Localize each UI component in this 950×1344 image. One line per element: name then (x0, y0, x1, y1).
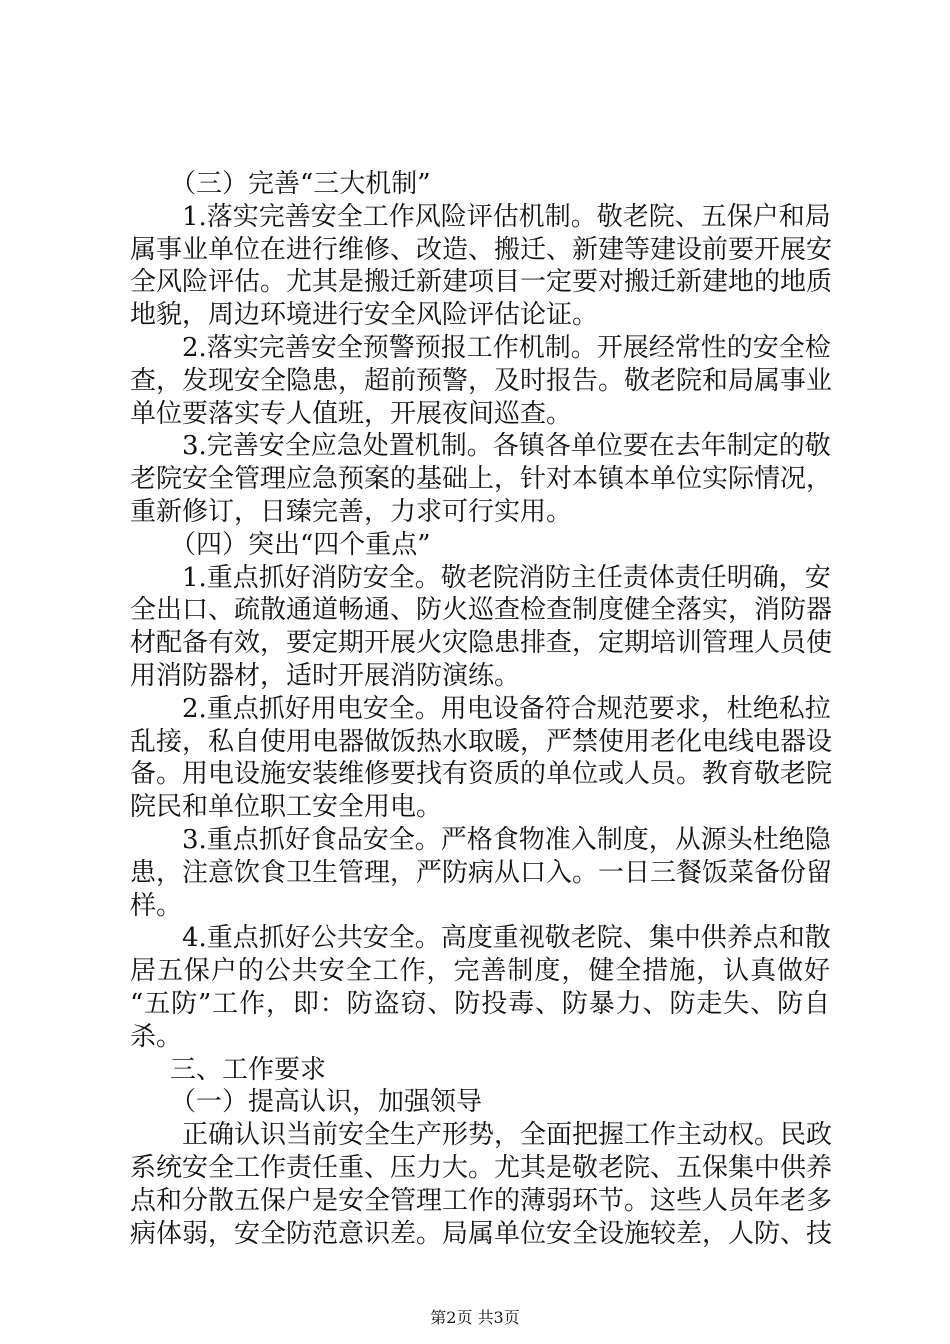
text-line: 地貌，周边环境进行安全风险评估论证。 (130, 300, 599, 331)
text-line: 4.重点抓好公共安全。高度重视敬老院、集中供养点和散 (182, 923, 831, 954)
text-line: 样。 (130, 890, 183, 921)
text-line: 点和分散五保户是安全管理工作的薄弱环节。这些人员年老多 (130, 1185, 833, 1216)
text-line: 备。用电设施安装维修要找有资质的单位或人员。教育敬老院 (130, 759, 833, 790)
text-line: 用消防器材，适时开展消防演练。 (130, 660, 521, 691)
text-line: 老院安全管理应急预案的基础上，针对本镇本单位实际情况， (130, 464, 833, 495)
section-heading: 三、工作要求 (170, 1054, 327, 1085)
text-line: 杀。 (130, 1021, 183, 1052)
text-line: 材配备有效，要定期开展火灾隐患排查，定期培训管理人员使 (130, 628, 833, 659)
text-line: 查，发现安全隐患，超前预警，及时报告。敬老院和局属事业 (130, 365, 833, 396)
document-body (130, 168, 833, 1250)
text-line: 病体弱，安全防范意识差。局属单位安全设施较差，人防、技 (130, 1218, 833, 1249)
text-line: 属事业单位在进行维修、改造、搬迁、新建等建设前要开展安 (130, 234, 833, 265)
text-line: 院民和单位职工安全用电。 (130, 792, 443, 823)
section-heading: （三）完善“三大机制” (170, 169, 431, 199)
text-line: 2.落实完善安全预警预报工作机制。开展经常性的安全检 (182, 332, 831, 363)
text-line: 1.重点抓好消防安全。敬老院消防主任责体责任明确，安 (182, 562, 831, 593)
text-line: 1.落实完善安全工作风险评估机制。敬老院、五保户和局 (182, 201, 831, 232)
text-line: 乱接，私自使用电器做饭热水取暖，严禁使用老化电线电器设 (130, 726, 833, 757)
text-line: “五防”工作，即：防盗窃、防投毒、防暴力、防走失、防自 (130, 988, 830, 1019)
text-line: 患，注意饮食卫生管理，严防病从口入。一日三餐饭菜备份留 (130, 857, 833, 888)
text-line: 系统安全工作责任重、压力大。尤其是敬老院、五保集中供养 (130, 1152, 833, 1183)
text-line: 2.重点抓好用电安全。用电设备符合规范要求，杜绝私拉 (182, 693, 831, 724)
text-line: 正确认识当前安全生产形势，全面把握工作主动权。民政 (182, 1120, 833, 1151)
page-footer: 第2页 共3页 (430, 1308, 520, 1327)
text-line: 3.重点抓好食品安全。严格食物准入制度，从源头杜绝隐 (182, 824, 831, 855)
section-heading: （一）提高认识，加强领导 (170, 1087, 483, 1118)
text-line: 3.完善安全应急处置机制。各镇各单位要在去年制定的敬 (182, 431, 831, 462)
text-line: 全出口、疏散通道畅通、防火巡查检查制度健全落实，消防器 (130, 595, 833, 626)
text-line: 居五保户的公共安全工作，完善制度，健全措施，认真做好 (130, 956, 830, 987)
text-line: 重新修订，日臻完善，力求可行实用。 (130, 496, 573, 527)
section-heading: （四）突出“四个重点” (170, 529, 431, 560)
text-line: 全风险评估。尤其是搬迁新建项目一定要对搬迁新建地的地质 (130, 267, 833, 298)
text-line: 单位要落实专人值班，开展夜间巡查。 (130, 398, 573, 429)
